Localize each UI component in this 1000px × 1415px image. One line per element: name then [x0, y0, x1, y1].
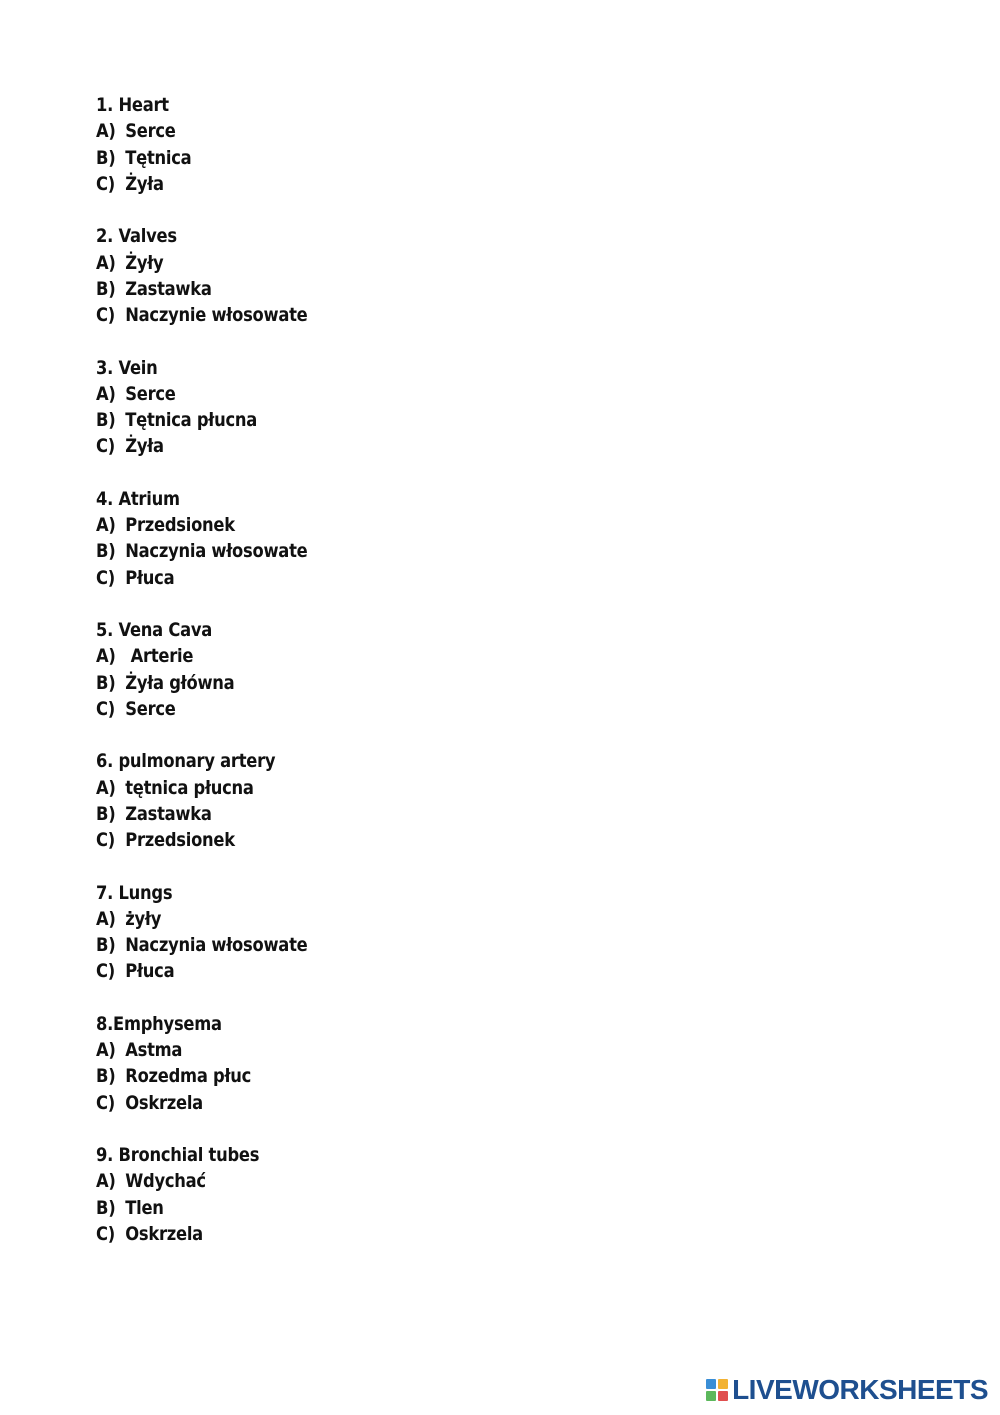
answer-option-a[interactable]	[96, 643, 612, 669]
option-text: Oskrzela	[125, 1091, 203, 1114]
option-letter: C)	[96, 435, 115, 458]
question-title: 9. Bronchial tubes	[96, 1144, 260, 1166]
answer-option-b[interactable]	[96, 1063, 612, 1089]
answer-option-c[interactable]	[96, 827, 612, 853]
option-letter: C)	[96, 960, 115, 983]
answer-option-a[interactable]	[96, 381, 612, 407]
option-text: Przedsionek	[125, 514, 235, 536]
option-text: Zastawka	[125, 802, 212, 825]
question-title: 5. Vena Cava	[96, 619, 213, 641]
worksheet-quiz	[96, 92, 696, 1273]
option-text: Serce	[125, 697, 176, 720]
answer-option-c[interactable]	[96, 1221, 612, 1247]
question-1	[96, 92, 696, 223]
question-title: 6. pulmonary artery	[96, 750, 276, 773]
option-letter: B)	[96, 409, 116, 431]
option-text: Wdychać	[125, 1170, 206, 1193]
answer-option-c[interactable]	[96, 171, 612, 197]
option-letter: C)	[96, 1091, 115, 1114]
option-text: Tętnica	[125, 146, 192, 169]
logo-square	[706, 1379, 716, 1389]
option-text: Płuca	[125, 960, 175, 983]
question-3	[96, 355, 696, 486]
option-letter: B)	[96, 1196, 116, 1219]
question-title: 1. Heart	[96, 94, 169, 116]
answer-option-b[interactable]	[96, 1195, 612, 1221]
option-letter: B)	[96, 934, 116, 956]
question-title: 7. Lungs	[96, 881, 173, 904]
answer-option-b[interactable]	[96, 407, 612, 433]
question-title: 3. Vein	[96, 356, 158, 379]
logo-text: LIVEWORKSHEETS	[732, 1374, 988, 1405]
question-title: 8.Emphysema	[96, 1012, 222, 1035]
option-text: Serce	[125, 382, 176, 405]
option-text: Rozedma płuc	[125, 1065, 252, 1088]
answer-option-b[interactable]	[96, 670, 612, 696]
question-5	[96, 617, 696, 748]
question-title: 4. Atrium	[96, 487, 180, 510]
option-text: żyły	[125, 907, 162, 930]
option-text: Tętnica płucna	[125, 409, 258, 431]
answer-option-c[interactable]	[96, 302, 612, 328]
logo-square	[718, 1391, 728, 1401]
answer-option-b[interactable]	[96, 145, 612, 171]
option-text: Oskrzela	[125, 1222, 203, 1245]
option-letter: B)	[96, 540, 116, 563]
option-letter: A)	[96, 645, 116, 668]
answer-option-c[interactable]	[96, 433, 612, 459]
option-letter: A)	[96, 1039, 116, 1061]
option-letter: B)	[96, 802, 116, 825]
option-letter: C)	[96, 829, 115, 851]
option-text: Żyła główna	[125, 671, 235, 694]
option-letter: C)	[96, 304, 115, 326]
logo-square	[718, 1379, 728, 1389]
option-letter: C)	[96, 566, 115, 589]
option-letter: B)	[96, 671, 116, 694]
answer-option-c[interactable]	[96, 696, 612, 722]
answer-option-a[interactable]	[96, 775, 612, 801]
option-letter: A)	[96, 382, 116, 405]
option-letter: C)	[96, 697, 115, 720]
option-text: Żyła	[125, 172, 164, 195]
option-text: Naczynia włosowate	[125, 934, 308, 956]
question-9	[96, 1142, 696, 1273]
option-letter: C)	[96, 1222, 115, 1245]
question-title: 2. Valves	[96, 225, 177, 248]
answer-option-a[interactable]	[96, 118, 612, 144]
option-text: Żyła	[125, 435, 164, 458]
question-2	[96, 223, 696, 354]
answer-option-c[interactable]	[96, 565, 612, 591]
question-8	[96, 1011, 696, 1142]
answer-option-c[interactable]	[96, 1090, 612, 1116]
option-text: Tlen	[125, 1196, 164, 1219]
option-text: Płuca	[125, 566, 175, 589]
question-4	[96, 486, 696, 617]
answer-option-b[interactable]	[96, 276, 612, 302]
option-text: Arterie	[125, 645, 194, 668]
option-text: Zastawka	[125, 277, 212, 300]
option-letter: C)	[96, 172, 115, 195]
liveworksheets-logo[interactable]	[706, 1375, 988, 1405]
option-letter: B)	[96, 1065, 116, 1088]
option-letter: B)	[96, 277, 116, 300]
answer-option-a[interactable]	[96, 250, 612, 276]
option-letter: A)	[96, 514, 116, 536]
answer-option-a[interactable]	[96, 1168, 612, 1194]
option-letter: A)	[96, 776, 116, 799]
option-text: Astma	[125, 1039, 183, 1061]
option-text: Naczynia włosowate	[125, 540, 308, 563]
answer-option-b[interactable]	[96, 538, 612, 564]
question-7	[96, 880, 696, 1011]
option-text: Żyły	[125, 251, 164, 274]
answer-option-b[interactable]	[96, 932, 612, 958]
answer-option-a[interactable]	[96, 512, 612, 538]
option-text: Przedsionek	[125, 829, 235, 851]
option-text: Serce	[125, 120, 176, 143]
option-text: Naczynie włosowate	[125, 304, 308, 326]
option-letter: A)	[96, 1170, 116, 1193]
answer-option-a[interactable]	[96, 906, 612, 932]
answer-option-a[interactable]	[96, 1037, 612, 1063]
liveworksheets-logo-icon	[706, 1379, 728, 1401]
answer-option-b[interactable]	[96, 801, 612, 827]
option-letter: B)	[96, 146, 116, 169]
option-letter: A)	[96, 120, 116, 143]
option-letter: A)	[96, 251, 116, 274]
question-6	[96, 748, 696, 879]
option-letter: A)	[96, 907, 116, 930]
option-text: tętnica płucna	[125, 776, 254, 799]
answer-option-c[interactable]	[96, 958, 612, 984]
logo-square	[706, 1391, 716, 1401]
